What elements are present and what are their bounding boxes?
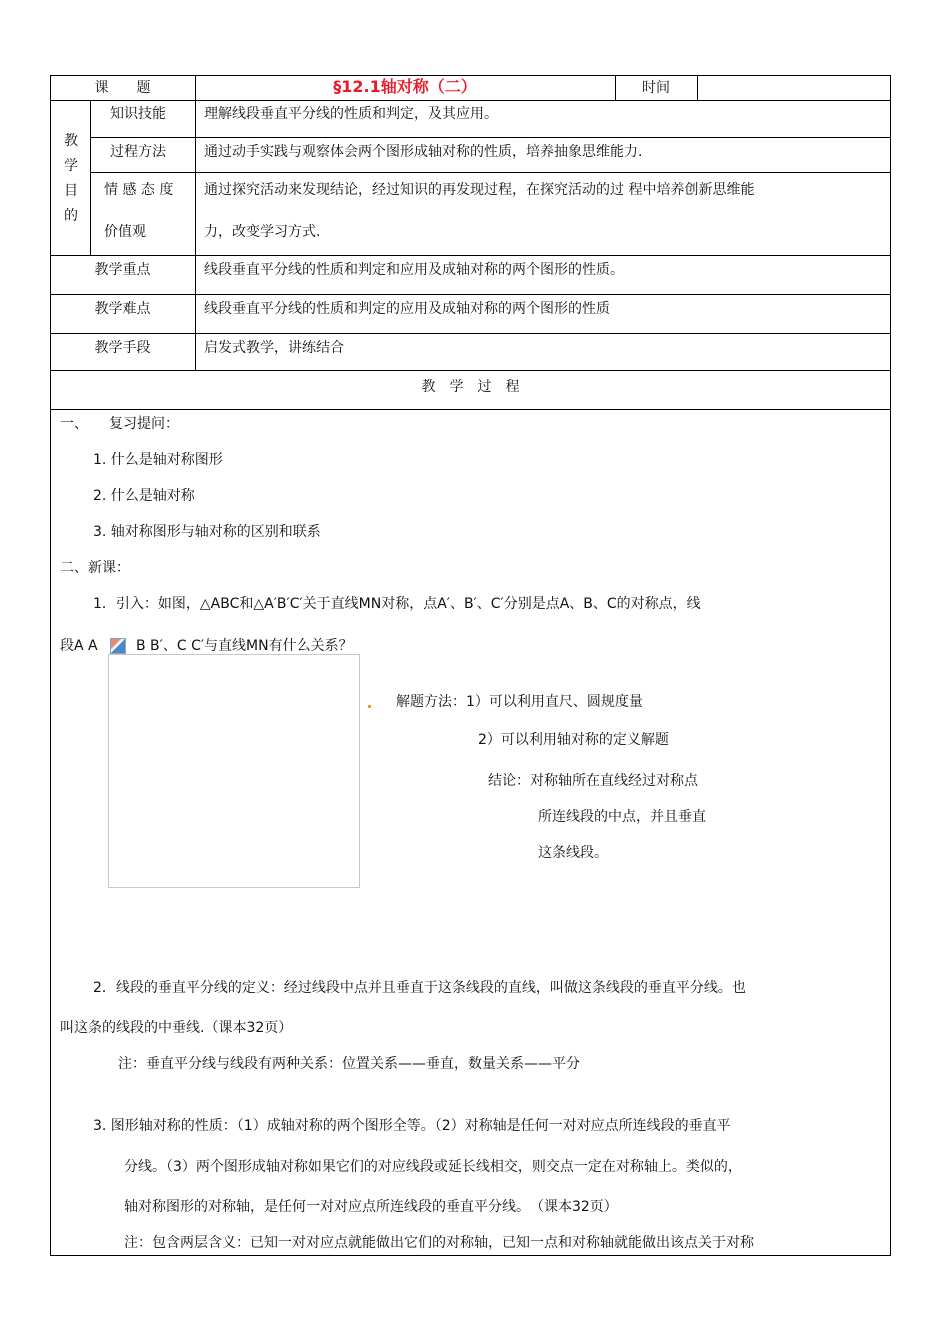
new-lesson-heading: 二、新课： — [60, 560, 130, 576]
attitude-text-line1: 通过探究活动来发现结论，经过知识的再发现过程，在探究活动的过 程中培养创新思维能 — [204, 182, 755, 198]
figure-placeholder — [108, 654, 360, 888]
review-item-1: 1. 什么是轴对称图形 — [93, 452, 223, 468]
page-title: §12.1轴对称（二） — [333, 77, 477, 96]
table-border-top — [50, 75, 891, 76]
method-step-2: 2）可以利用轴对称的定义解题 — [478, 732, 669, 748]
attitude-text-line2: 力，改变学习方式. — [204, 224, 321, 240]
process-text: 通过动手实践与观察体会两个图形成轴对称的性质，培养抽象思维能力. — [204, 144, 643, 160]
property-line-1: 3. 图形轴对称的性质：（1）成轴对称的两个图形全等。（2）对称轴是任何一对对应点所连线段的垂直平 — [93, 1118, 731, 1134]
knowledge-text: 理解线段垂直平分线的性质和判定，及其应用。 — [204, 106, 498, 122]
table-line — [50, 409, 891, 410]
conclusion-line-2: 所连线段的中点，并且垂直 — [538, 809, 706, 825]
property-note: 注：包含两层含义：已知一对对应点就能做出它们的对称轴，已知一点和对称轴就能做出该点关于对称 — [124, 1235, 754, 1251]
intro-line-2b: B B′、C C′与直线MN有什么关系？ — [136, 638, 353, 654]
objectives-group-label-3: 目 — [64, 183, 78, 199]
table-line — [50, 370, 891, 371]
table-line — [90, 172, 891, 173]
property-line-2: 分线。（3）两个图形成轴对称如果它们的对应线段或延长线相交，则交点一定在对称轴上。类似的， — [124, 1159, 742, 1175]
objectives-group-label-1: 教 — [64, 133, 78, 149]
table-line — [195, 75, 196, 370]
review-item-2: 2. 什么是轴对称 — [93, 488, 195, 504]
objectives-group-label-2: 学 — [64, 158, 78, 174]
intro-line-2a: 段A A — [60, 638, 98, 654]
method-step-1: 解题方法：1）可以利用直尺、圆规度量 — [396, 694, 643, 710]
time-label: 时间 — [642, 80, 670, 96]
conclusion-line-1: 结论：对称轴所在直线经过对称点 — [488, 773, 698, 789]
method-label: 教学手段 — [94, 340, 151, 356]
process-label: 过程方法 — [110, 144, 166, 160]
table-line — [90, 100, 91, 255]
process-heading: 教 学 过 程 — [421, 379, 520, 395]
attitude-label-line1: 情 感 态 度 — [104, 182, 174, 198]
attitude-label-line2: 价值观 — [104, 224, 146, 240]
table-line — [50, 255, 891, 256]
intro-line-1: 1．引入：如图，△ABC和△A′B′C′关于直线MN对称，点A′、B′、C′分别是点A、B、C的对称点，线 — [93, 596, 701, 612]
definition-note: 注：垂直平分线与线段有两种关系：位置关系——垂直，数量关系——平分 — [118, 1056, 580, 1072]
knowledge-label: 知识技能 — [110, 106, 166, 122]
table-line — [90, 137, 891, 138]
difficulty-label: 教学难点 — [94, 301, 151, 317]
review-heading: 一、 复习提问： — [60, 416, 179, 432]
objectives-group-label-4: 的 — [64, 208, 78, 224]
table-border-right — [890, 75, 891, 1256]
definition-line-2: 叫这条的线段的中垂线.（课本32页） — [60, 1020, 293, 1036]
definition-line-1: 2．线段的垂直平分线的定义：经过线段中点并且垂直于这条线段的直线，叫做这条线段的垂直平分线。也 — [93, 980, 746, 996]
difficulty-text: 线段垂直平分线的性质和判定的应用及成轴对称的两个图形的性质 — [204, 301, 610, 317]
table-border-left — [50, 75, 51, 1256]
topic-label: 课 题 — [94, 80, 151, 96]
table-line — [50, 294, 891, 295]
table-line — [50, 333, 891, 334]
review-item-3: 3. 轴对称图形与轴对称的区别和联系 — [93, 524, 321, 540]
key-point-text: 线段垂直平分线的性质和判定和应用及成轴对称的两个图形的性质。 — [204, 262, 624, 278]
conclusion-line-3: 这条线段。 — [538, 845, 608, 861]
table-line — [697, 75, 698, 100]
table-line — [50, 100, 891, 101]
table-border-bottom — [50, 1255, 891, 1256]
property-line-3: 轴对称图形的对称轴，是任何一对对应点所连线段的垂直平分线。 （课本32页） — [124, 1199, 618, 1215]
method-text: 启发式教学，讲练结合 — [204, 340, 344, 356]
key-point-label: 教学重点 — [94, 262, 151, 278]
broken-image-icon — [110, 638, 126, 654]
marker-dot — [368, 705, 371, 708]
